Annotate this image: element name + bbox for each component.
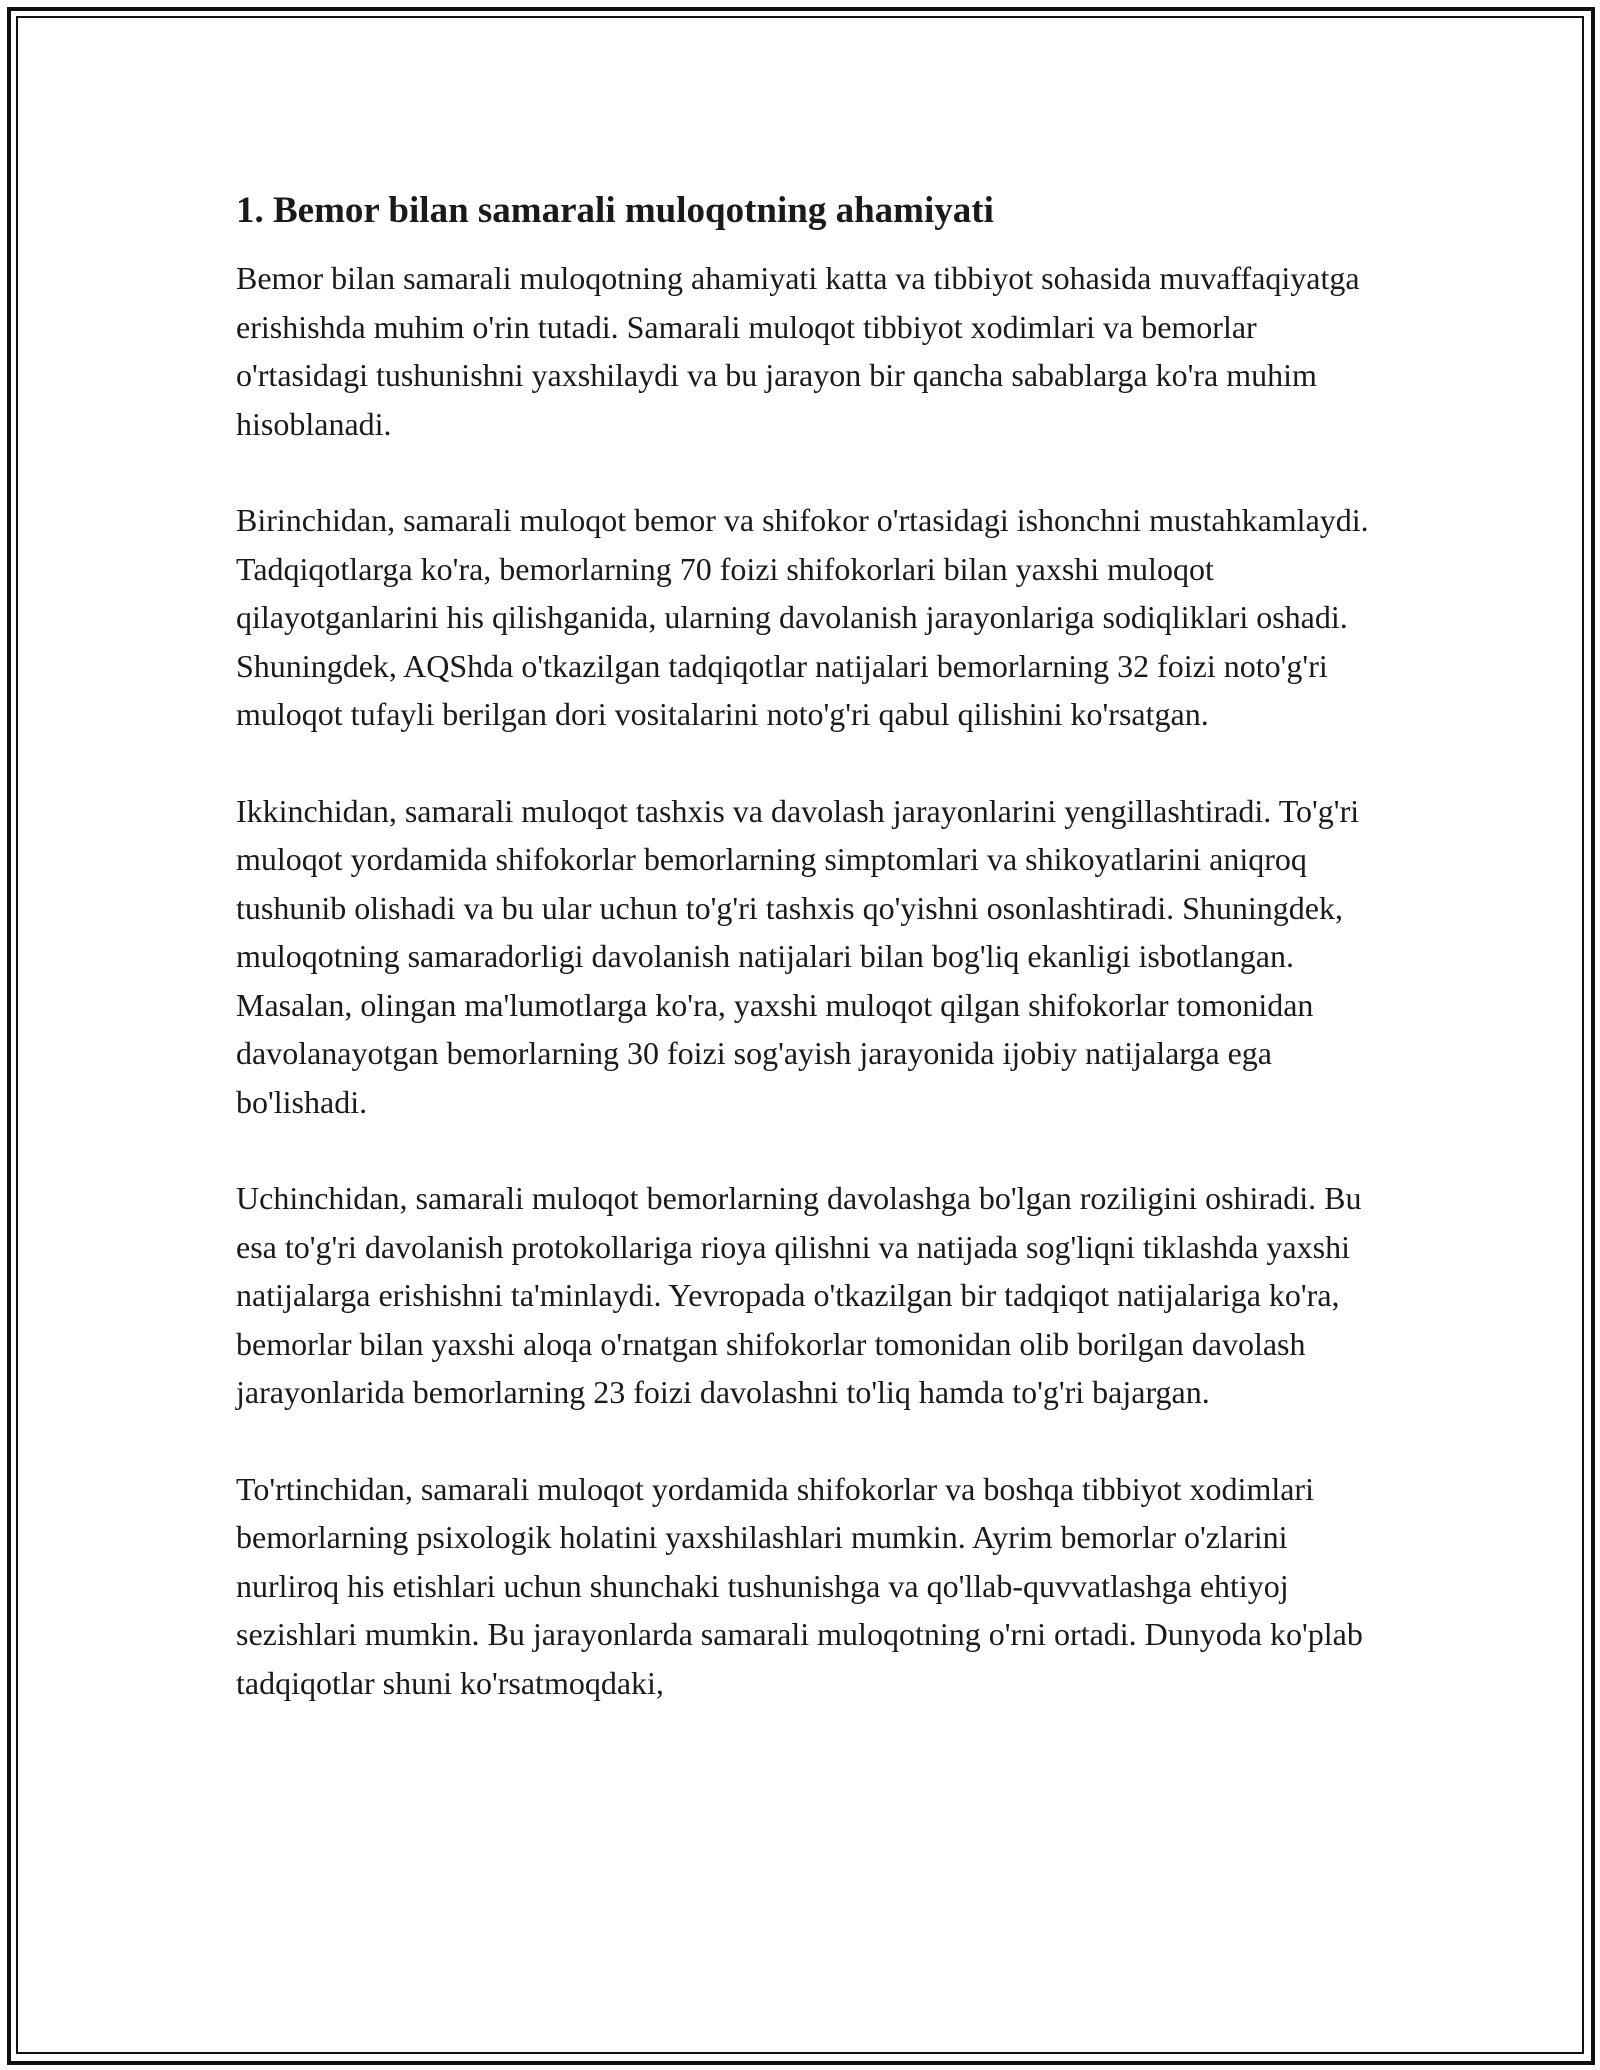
- section-heading: 1. Bemor bilan samarali muloqotning ahamiyati: [236, 190, 994, 231]
- document-body: [236, 186, 1386, 1755]
- paragraph-third: Uchinchidan, samarali muloqot bemorlarning davolashga bo'lgan roziligini oshiradi. Bu esa to'g'ri davolanish protokollariga rioya qilishni va natijada sog'liqni tiklashda yaxshi natijalarga erishishni ta'minlaydi. Yevropada o'tkazilgan bir tadqiqot natijalariga ko'ra, bemorlar bilan yaxshi aloqa o'rnatgan shifokorlar tomonidan olib borilgan davolash jarayonlarida bemorlarning 23 foizi davolashni to'liq hamda to'g'ri bajargan.: [236, 1180, 1362, 1410]
- paragraph-second: Ikkinchidan, samarali muloqot tashxis va davolash jarayonlarini yengillashtiradi. To'g'ri muloqot yordamida shifokorlar bemorlarning simptomlari va shikoyatlarini aniqroq tushunib olishadi va bu ular uchun to'g'ri tashxis qo'yishni osonlashtiradi. Shuningdek, muloqotning samaradorligi davolanish natijalari bilan bog'liq ekanligi isbotlangan. Masalan, olingan ma'lumotlarga ko'ra, yaxshi muloqot qilgan shifokorlar tomonidan davolanayotgan bemorlarning 30 foizi sog'ayish jarayonida ijobiy natijalarga ega bo'lishadi.: [236, 792, 1360, 1120]
- paragraph-intro: Bemor bilan samarali muloqotning ahamiyati katta va tibbiyot sohasida muvaffaqiyatga erishishda muhim o'rin tutadi. Samarali muloqot tibbiyot xodimlari va bemorlar o'rtasidagi tushunishni yaxshilaydi va bu jarayon bir qancha sabablarga ko'ra muhim hisoblanadi.: [236, 260, 1360, 442]
- paragraph-fourth: To'rtinchidan, samarali muloqot yordamida shifokorlar va boshqa tibbiyot xodimlari bemorlarning psixologik holatini yaxshilashlari mumkin. Ayrim bemorlar o'zlarini nurliroq his etishlari uchun shunchaki tushunishga va qo'llab-quvvatlashga ehtiyoj sezishlari mumkin. Bu jarayonlarda samarali muloqotning o'rni ortadi. Dunyoda ko'plab tadqiqotlar shuni ko'rsatmoqdaki,: [236, 1470, 1363, 1701]
- paragraph-first: Birinchidan, samarali muloqot bemor va shifokor o'rtasidagi ishonchni mustahkamlaydi. Tadqiqotlarga ko'ra, bemorlarning 70 foizi shifokorlari bilan yaxshi muloqot qilayotganlarini his qilishganida, ularning davolanish jarayonlariga sodiqliklari oshadi. Shuningdek, AQShda o'tkazilgan tadqiqotlar natijalari bemorlarning 32 foizi noto'g'ri muloqot tufayli berilgan dori vositalarini noto'g'ri qabul qilishini ko'rsatgan.: [236, 502, 1369, 732]
